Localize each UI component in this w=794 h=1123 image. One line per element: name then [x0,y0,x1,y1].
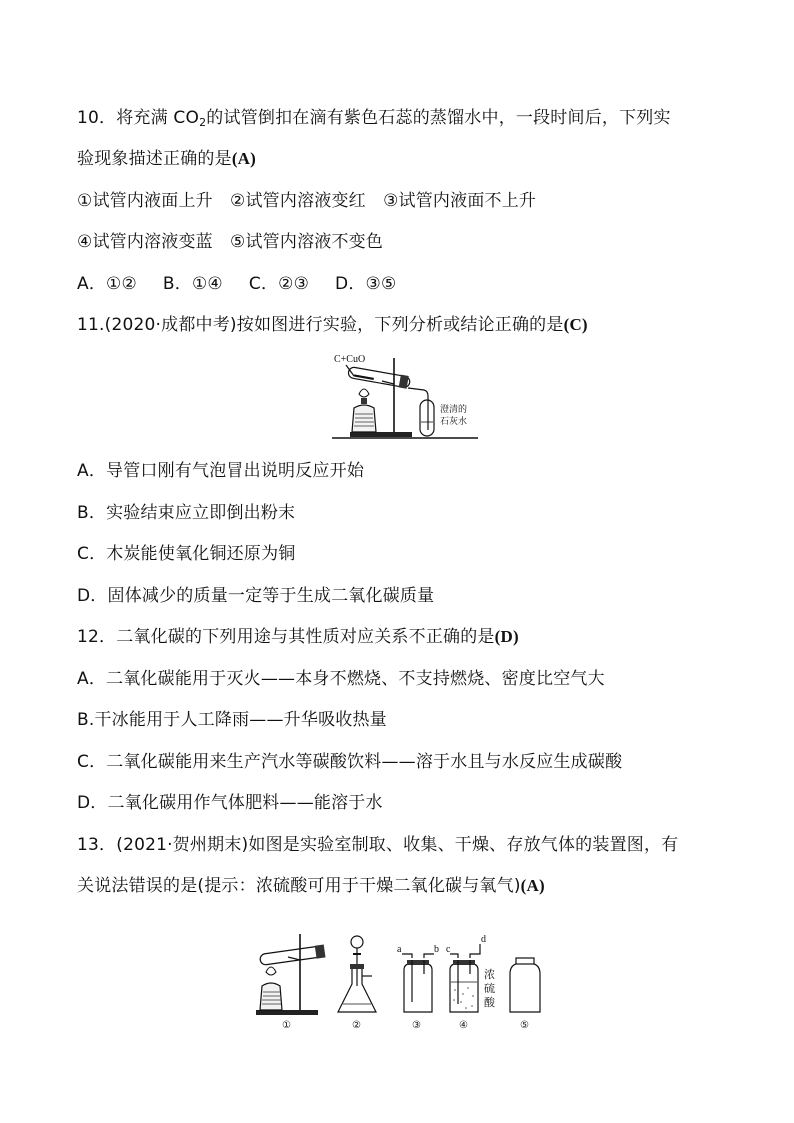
q13-number-4: ④ [459,1020,468,1030]
q12-stem [77,625,519,649]
q10-option-b: B．①④ [162,274,223,294]
q11-alcohol-lamp [352,405,376,432]
q13-apparatus-2 [338,936,376,1012]
q10-items-line2: ④试管内溶液变蓝 ⑤试管内溶液不变色 [77,232,384,252]
q13-figure [252,930,552,1030]
q10-items-line1: ①试管内液面上升 ②试管内溶液变红 ③试管内液面不上升 [77,191,537,211]
q11-option-b: B．实验结束应立即倒出粉末 [77,503,296,523]
q11-label-limewater-2: 石灰水 [440,417,468,427]
q11-flame [359,389,369,397]
q13-number-5: ⑤ [520,1020,529,1030]
q10-subscript: 2 [199,116,207,129]
q13-label-d: d [481,934,486,945]
q13-number-2: ② [352,1020,361,1030]
q13-apparatus-1 [256,934,326,1015]
q10-option-a: A．①② [77,274,137,294]
q10-stem-post: 的试管倒扣在滴有紫色石蕊的蒸馏水中，一段时间后，下列实 [206,108,671,128]
q11-limewater-tube [420,400,434,436]
q13-label-c: c [446,944,451,955]
q13-stem-line2 [77,874,545,898]
q13-label-a: a [397,944,402,955]
q11-stem-text: 11.(2020·成都中考)按如图进行实验，下列分析或结论正确的是 [77,315,564,335]
q11-option-a: A．导管口刚有气泡冒出说明反应开始 [77,461,365,481]
q11-stem [77,313,588,337]
q12-option-d: D．二氧化碳用作气体肥料——能溶于水 [77,793,383,813]
q13-label-acid-3: 酸 [484,996,495,1009]
q12-stem-text: 12．二氧化碳的下列用途与其性质对应关系不正确的是 [77,627,495,647]
q10-stem-line1 [77,106,671,130]
q13-label-acid-1: 浓 [484,968,495,981]
q11-option-c: C．木炭能使氧化铜还原为铜 [77,544,296,564]
q13-label-acid-2: 硫 [484,982,495,995]
q11-delivery-tube [408,388,428,430]
q11-apparatus-diagram [332,350,480,442]
q12-answer: (D) [494,627,519,646]
q11-answer: (C) [563,315,588,334]
q13-apparatus-4 [450,944,480,1012]
q13-stem-line1: 13．(2021·贺州期末)如图是实验室制取、收集、干燥、存放气体的装置图，有 [77,835,679,855]
q11-figure [332,350,480,442]
q13-apparatus-diagram [252,930,552,1030]
q13-stem-text: 关说法错误的是(提示：浓硫酸可用于干燥二氧化碳与氧气) [77,876,521,896]
q13-apparatus-5 [510,958,540,1012]
q10-stem-line2 [77,147,256,171]
q11-label-limewater-1: 澄清的 [440,405,468,415]
q11-test-tube [347,366,410,390]
q10-option-c: C．②③ [248,274,310,294]
q12-option-b: B.干冰能用于人工降雨——升华吸收热量 [77,710,387,730]
q11-label-reactant: C+CuO [334,354,366,365]
q10-stem-pre: 10．将充满 CO [77,108,200,128]
q11-label-pointer [346,365,354,376]
q13-answer: (A) [520,876,545,895]
q10-option-d: D．③⑤ [335,274,397,294]
q11-option-d: D．固体减少的质量一定等于生成二氧化碳质量 [77,586,435,606]
q10-answer: (A) [231,149,257,168]
q10-options [77,272,396,296]
q12-option-c: C．二氧化碳能用来生产汽水等碳酸饮料——溶于水且与水反应生成碳酸 [77,752,623,772]
q13-number-1: ① [282,1020,291,1030]
q13-label-b: b [434,944,439,955]
q11-lamp-wick [361,398,367,404]
q11-stand-base [350,432,412,437]
q13-number-3: ③ [412,1020,421,1030]
q13-apparatus-3 [402,954,434,1012]
q12-option-a: A．二氧化碳能用于灭火——本身不燃烧、不支持燃烧、密度比空气大 [77,669,605,689]
q10-stem-text: 验现象描述正确的是 [77,149,232,169]
